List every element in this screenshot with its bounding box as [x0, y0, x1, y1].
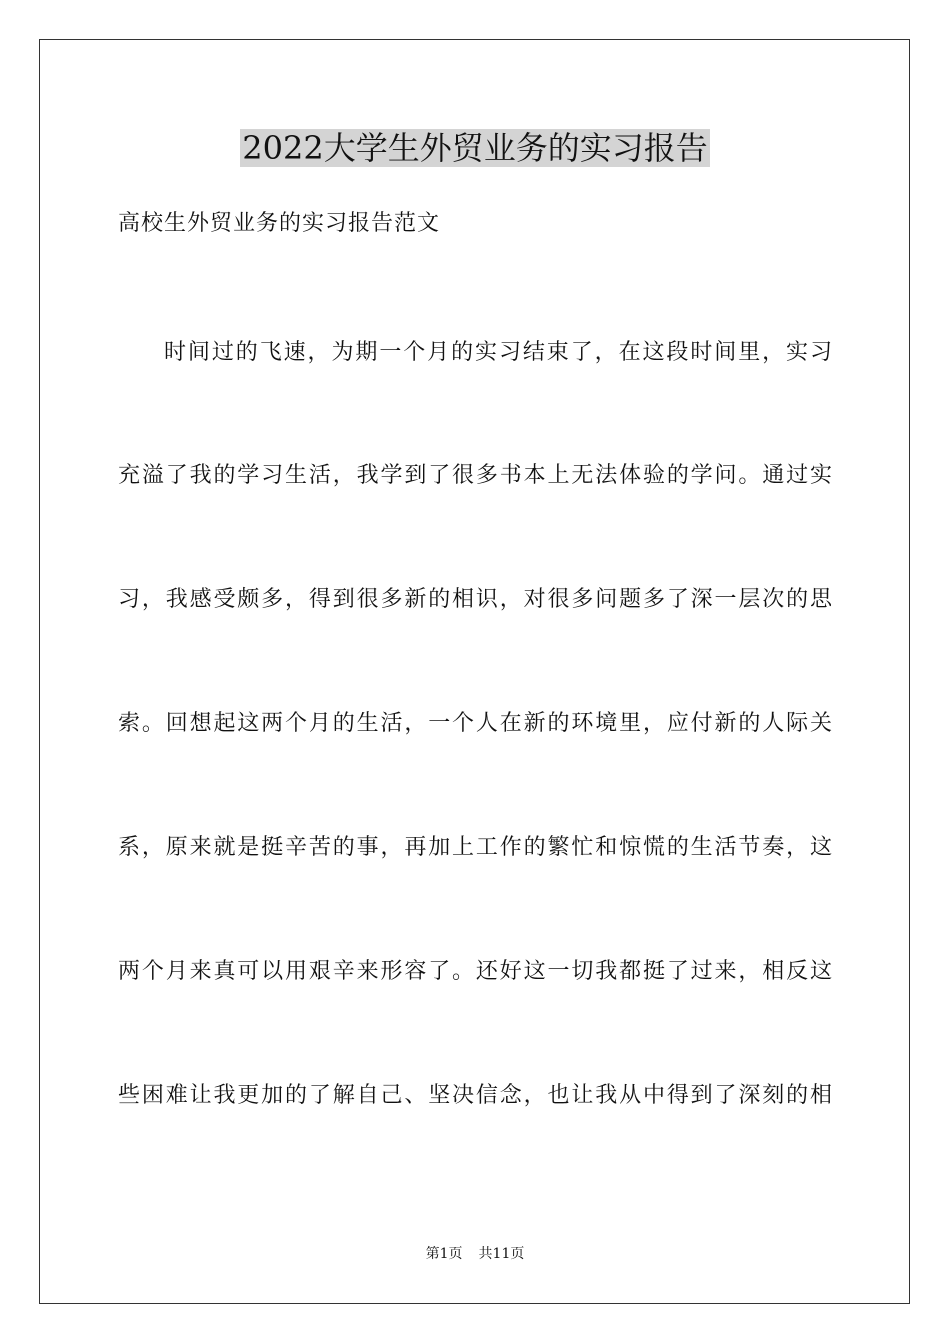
- paragraph-line-5: 系，原来就是挺辛苦的事，再加上工作的繁忙和惊慌的生活节奏，这: [118, 835, 832, 860]
- document-title: [0, 126, 950, 170]
- paragraph-line-7: 些困难让我更加的了解自己、坚决信念，也让我从中得到了深刻的相: [118, 1083, 832, 1108]
- page-number: 第1页: [425, 1246, 463, 1262]
- page-footer: [0, 1244, 950, 1264]
- paragraph-line-1: 时间过的飞速，为期一个月的实习结束了，在这段时间里，实习: [164, 340, 832, 365]
- document-title-text: 2022大学生外贸业务的实习报告: [242, 129, 708, 167]
- paragraph-line-2: 充溢了我的学习生活，我学到了很多书本上无法体验的学问。通过实: [118, 463, 832, 488]
- document-subtitle: 高校生外贸业务的实习报告范文: [118, 211, 441, 236]
- paragraph-line-6: 两个月来真可以用艰辛来形容了。还好这一切我都挺了过来，相反这: [118, 959, 832, 984]
- paragraph-line-4: 索。回想起这两个月的生活，一个人在新的环境里，应付新的人际关: [118, 711, 832, 736]
- paragraph-line-3: 习，我感受颇多，得到很多新的相识，对很多问题多了深一层次的思: [118, 587, 832, 612]
- page-total: 共11页: [478, 1246, 525, 1262]
